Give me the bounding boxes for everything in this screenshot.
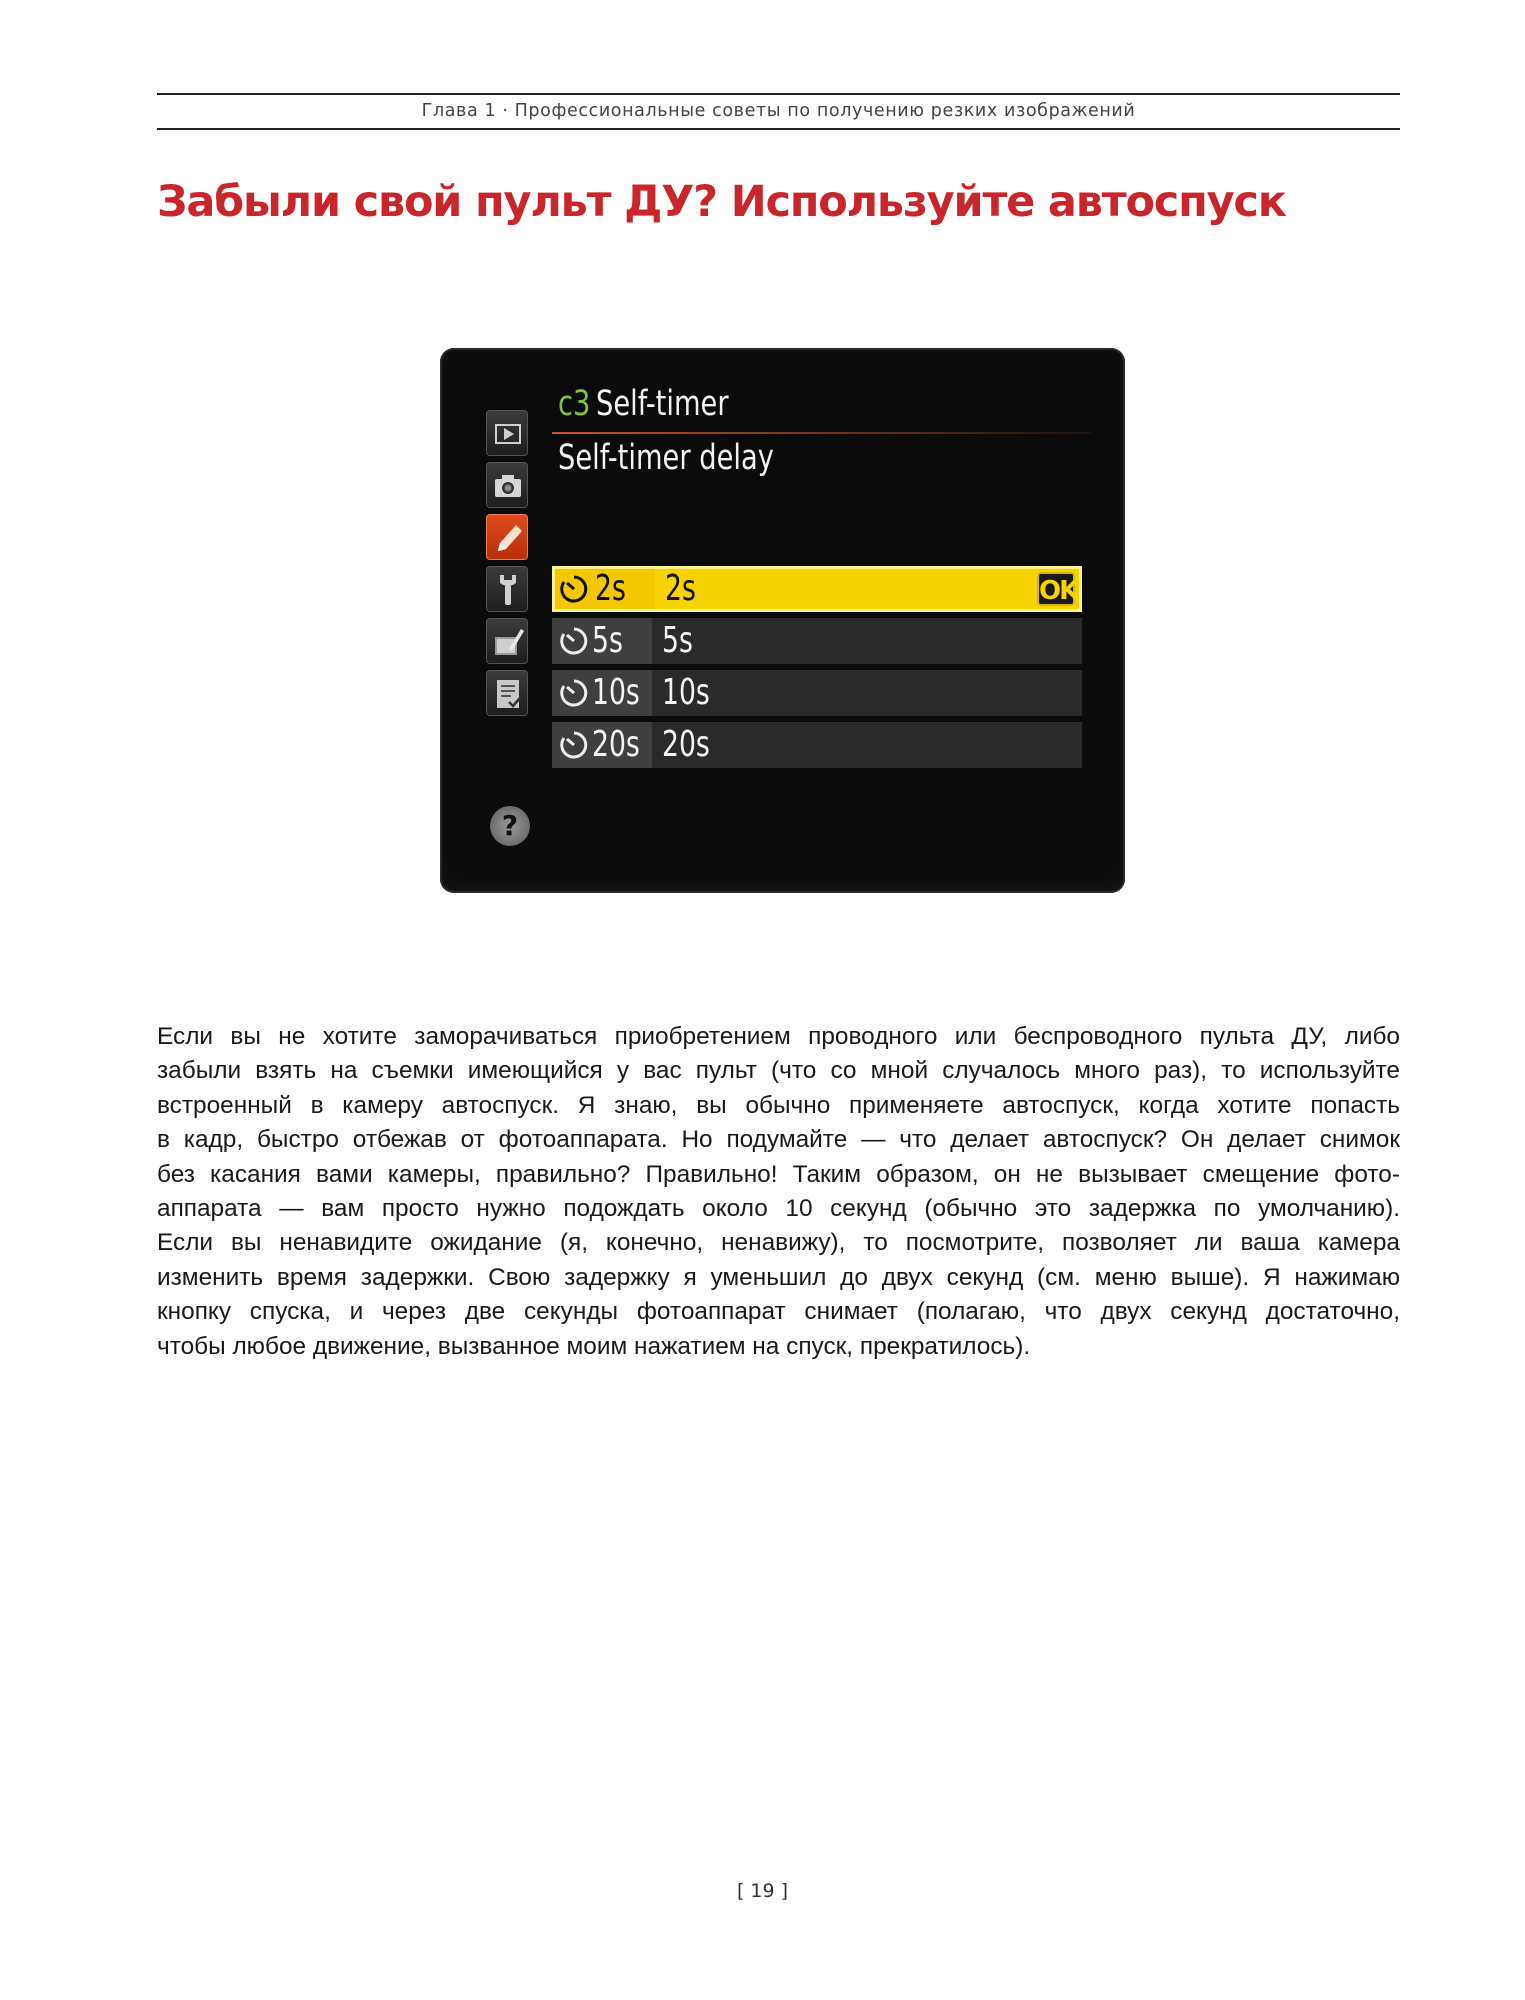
ok-badge: OK [1037, 572, 1075, 606]
menu-title: Self-timer [596, 384, 729, 424]
option-code: 2s [595, 568, 626, 609]
option-5s[interactable] [552, 618, 1082, 664]
option-code: 10s [592, 672, 640, 713]
page-title: Забыли свой пульт ДУ? Используйте автоспуск [157, 177, 1286, 227]
body-line: Если вы не хотите заморачиваться приобретением проводного или беспроводного пульта ДУ, либо [157, 1023, 1400, 1050]
tab-custom-settings[interactable] [486, 514, 528, 560]
option-label: 10s [662, 672, 710, 713]
tab-playback[interactable] [486, 410, 528, 456]
self-timer-icon [558, 573, 590, 605]
option-label: 20s [662, 724, 710, 765]
body-line: кнопку спуска, и через две секунды фотоаппарат снимает (полагаю, что двух секунд достаточно, [157, 1298, 1400, 1326]
header-rule-top [157, 93, 1400, 95]
option-20s[interactable] [552, 722, 1082, 768]
my-menu-icon [487, 671, 529, 717]
menu-code: c3 [558, 384, 591, 424]
page-number: [ 19 ] [736, 1880, 789, 1902]
tab-my-menu[interactable] [486, 670, 528, 716]
self-timer-icon [558, 625, 590, 657]
body-line: забыли взять на съемки имеющийся у вас пульт (что со мной случалось много раз), то используйте [157, 1057, 1400, 1085]
body-paragraph [157, 1020, 1400, 1364]
camera-menu-screenshot [440, 348, 1125, 893]
body-line: изменить время задержки. Свою задержку я уменьшил до двух секунд (см. меню выше). Я нажимаю [157, 1263, 1400, 1291]
self-timer-icon [558, 677, 590, 709]
header-rule-bottom [157, 128, 1400, 130]
body-line: без касания вами камеры, правильно? Правильно! Таким образом, он не вызывает смещение фото- [157, 1160, 1400, 1188]
body-line: аппарата — вам просто нужно подождать около 10 секунд (обычно это задержка по умолчанию). [157, 1195, 1400, 1223]
body-line: в кадр, быстро отбежав от фотоаппарата. Но подумайте — что делает автоспуск? Он делает снимок [157, 1126, 1400, 1154]
tab-retouch[interactable] [486, 618, 528, 664]
help-icon[interactable]: ? [490, 806, 530, 846]
camera-icon [487, 463, 529, 509]
option-code: 5s [592, 620, 623, 661]
wrench-icon [487, 567, 529, 613]
self-timer-icon [558, 729, 590, 761]
body-line: Если вы ненавидите ожидание (я, конечно, ненавижу), то посмотрите, позволяет ли ваша камера [157, 1229, 1400, 1257]
pencil-icon [487, 515, 529, 561]
retouch-icon [487, 619, 529, 665]
running-head: Глава 1 · Профессиональные советы по получению резких изображений [421, 101, 1136, 121]
option-2s[interactable] [552, 566, 1082, 612]
option-label: 5s [662, 620, 693, 661]
option-10s[interactable] [552, 670, 1082, 716]
body-line: встроенный в камеру автоспуск. Я знаю, вы обычно применяете автоспуск, когда хотите попасть [157, 1091, 1400, 1119]
tab-shooting[interactable] [486, 462, 528, 508]
option-code: 20s [592, 724, 640, 765]
option-label: 2s [665, 568, 696, 609]
playback-icon [487, 411, 529, 457]
menu-subtitle: Self-timer delay [558, 438, 774, 478]
tab-setup[interactable] [486, 566, 528, 612]
menu-header-divider [552, 432, 1092, 434]
body-line: чтобы любое движение, вызванное моим нажатием на спуск, прекратилось). [157, 1332, 1031, 1360]
